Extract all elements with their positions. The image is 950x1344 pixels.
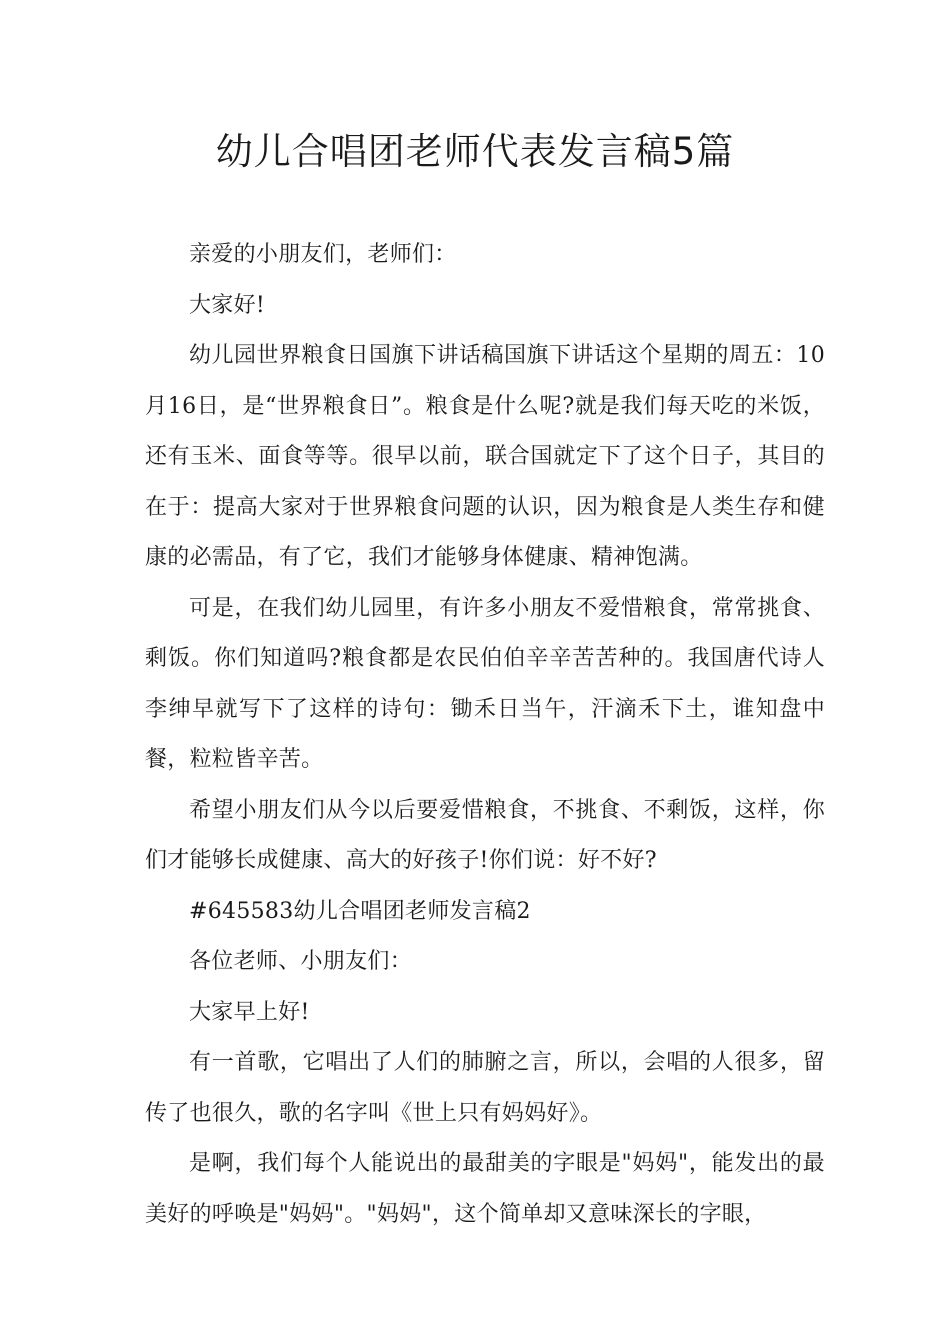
document-title: 幼儿合唱团老师代表发言稿5篇: [215, 130, 735, 173]
paragraph-hello: 大家好!: [189, 292, 266, 318]
paragraph-waste: 可是，在我们幼儿园里，有许多小朋友不爱惜粮食，常常挑食、剩饭。你们知道吗?粮食都是农民伯伯辛辛苦苦种的。我国唐代诗人李绅早就写下了这样的诗句：锄禾日当午，汗滴禾下土，谁知盘中餐，粒粒皆辛苦。: [145, 595, 825, 772]
paragraph-greeting: 亲爱的小朋友们，老师们：: [189, 242, 457, 267]
section-heading-2: #645583幼儿合唱团老师发言稿2: [189, 898, 531, 924]
paragraph-hope: 希望小朋友们从今以后要爱惜粮食，不挑食、不剩饭，这样，你们才能够长成健康、高大的好孩子!你们说：好不好?: [145, 797, 825, 873]
paragraph-food-day: 幼儿园世界粮食日国旗下讲话稿国旗下讲话这个星期的周五：10月16日，是“世界粮食日”。粮食是什么呢?就是我们每天吃的米饭，还有玉米、面食等等。很早以前，联合国就定下了这个日子，其目的在于：提高大家对于世界粮食问题的认识，因为粮食是人类生存和健康的必需品，有了它，我们才能够身体健康、精神饱满。: [145, 343, 825, 570]
paragraph-morning: 大家早上好!: [189, 999, 310, 1025]
document-body: [145, 230, 825, 1240]
paragraph-mother: 是啊，我们每个人能说出的最甜美的字眼是"妈妈"，能发出的最美好的呼唤是"妈妈"。"妈妈"，这个简单却又意味深长的字眼，: [145, 1151, 825, 1227]
paragraph-greeting-2: 各位老师、小朋友们：: [189, 949, 413, 974]
paragraph-song: 有一首歌，它唱出了人们的肺腑之言，所以，会唱的人很多，留传了也很久，歌的名字叫《世上只有妈妈好》。: [145, 1050, 825, 1126]
